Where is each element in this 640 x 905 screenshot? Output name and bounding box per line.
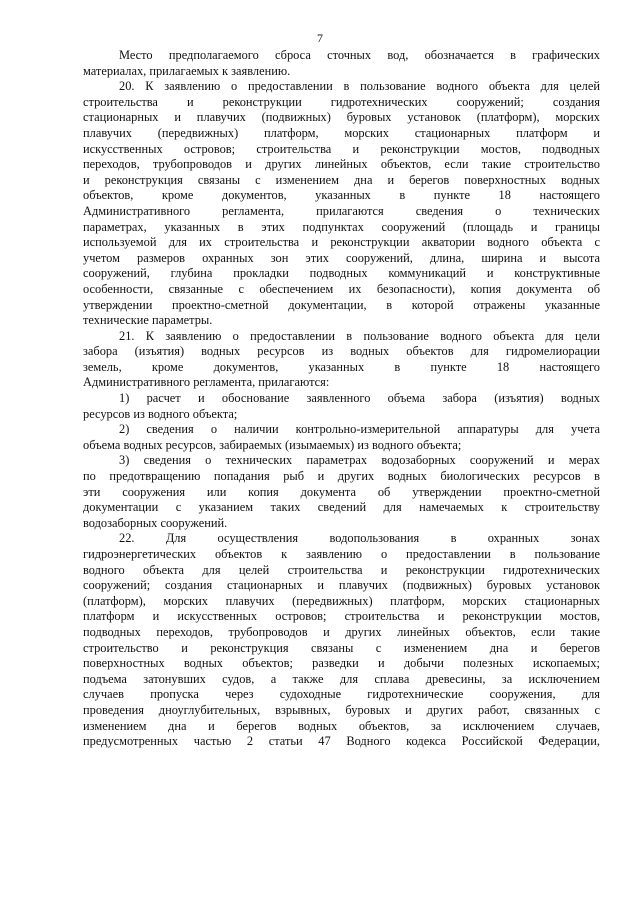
text-line: Административного регламента, прилагаются: xyxy=(83,375,330,390)
page-number: 7 xyxy=(317,31,323,45)
text-line: случаев пропуска через судоходные гидротехнические сооружения, для xyxy=(83,687,600,702)
text-line: поверхностных водных объектов; разведки и добычи полезных ископаемых; xyxy=(83,656,600,671)
text-line: 20. К заявлению о предоставлении в пользование водного объекта для целей xyxy=(119,79,600,94)
text-line: плавучих (передвижных) платформ, морских стационарных платформ и xyxy=(83,125,600,140)
text-line: платформ и искусственных островов; строительства и реконструкции мостов, xyxy=(83,609,600,624)
document-body xyxy=(83,48,600,750)
text-line: 2) сведения о наличии контрольно-измерительной аппаратуры для учета xyxy=(119,422,600,437)
text-line: объектов, кроме документов, указанных в пункте 18 настоящего xyxy=(83,188,600,203)
text-line: используемой для их строительства и реконструкции акватории водного объекта с xyxy=(83,235,600,250)
text-line: гидроэнергетических объектов к заявлению о предоставлении в пользование xyxy=(83,547,600,561)
text-line: Место предполагаемого сброса сточных вод, обозначается в графических xyxy=(119,48,600,62)
text-line: 3) сведения о технических параметрах водозаборных сооружений и мерах xyxy=(119,453,600,468)
text-line: 22. Для осуществления водопользования в охранных зонах xyxy=(119,531,600,546)
text-line: ресурсов из водного объекта; xyxy=(83,406,238,421)
text-line: по предотвращению попадания рыб и других водных биологических ресурсов в xyxy=(83,469,600,484)
text-line: 21. К заявлению о предоставлении в пользование водного объекта для цели xyxy=(119,328,600,343)
text-line: проведения дноуглубительных, взрывных, буровых и других работ, связанных с xyxy=(83,702,600,717)
text-line: 1) расчет и обоснование заявленного объема забора (изъятия) водных xyxy=(119,391,600,406)
text-line: забора (изъятия) водных ресурсов из водных объектов для гидромелиорации xyxy=(83,344,600,359)
text-line: сооружений; создания стационарных и плавучих (подвижных) буровых установок xyxy=(83,578,600,593)
text-line: строительство и реконструкция связаны с изменением дна и берегов xyxy=(83,640,600,655)
text-line: строительства и реконструкции гидротехнических сооружений; создания xyxy=(83,94,600,109)
text-line: предусмотренных частью 2 статьи 47 Водного кодекса Российской Федерации, xyxy=(83,734,600,749)
text-line: подводных переходов, трубопроводов и других линейных объектов, если такие xyxy=(83,624,600,639)
text-line: водного объекта для целей строительства и реконструкции гидротехнических xyxy=(83,562,600,577)
text-line: переходов, трубопроводов и других линейных объектов, если такие строительство xyxy=(83,157,600,172)
text-line: особенности, связанные с обеспечением их безопасности), копия документа об xyxy=(83,281,600,296)
text-line: водозаборных сооружений. xyxy=(83,515,228,530)
text-line: искусственных островов; строительства и реконструкции мостов, подводных xyxy=(83,141,600,156)
text-line: (платформ), морских плавучих (передвижных) платформ, морских стационарных xyxy=(83,593,600,608)
text-line: материалах, прилагаемых к заявлению. xyxy=(83,63,291,78)
text-line: сооружений, глубина прокладки подводных коммуникаций и конструктивные xyxy=(83,266,600,281)
text-line: и реконструкция связаны с изменением дна и берегов поверхностных водных xyxy=(83,172,600,187)
text-line: подъема затонувших судов, а также для сплава древесины, за исключением xyxy=(83,671,600,686)
text-line: утверждении проектно-сметной документации, в которой отражены указанные xyxy=(83,297,600,312)
text-line: земель, кроме документов, указанных в пункте 18 настоящего xyxy=(83,359,600,374)
text-line: объема водных ресурсов, забираемых (изымаемых) из водного объекта; xyxy=(83,437,462,452)
text-line: Административного регламента, прилагаются сведения о технических xyxy=(83,203,600,218)
text-line: изменением дна и берегов водных объектов, за исключением случаев, xyxy=(83,718,600,733)
text-line: учетом размеров охранных зон этих сооружений, длина, ширина и высота xyxy=(83,250,600,265)
text-line: стационарных и плавучих (подвижных) буровых установок (платформ), морских xyxy=(83,110,600,125)
text-line: документации с указанием таких сведений для намечаемых к строительству xyxy=(83,500,600,515)
text-line: технические параметры. xyxy=(83,313,213,328)
text-line: эти сооружения или копия документа об утверждении проектно-сметной xyxy=(83,484,600,499)
text-line: параметрах, указанных в этих подпунктах сооружений (площадь и границы xyxy=(83,219,600,234)
